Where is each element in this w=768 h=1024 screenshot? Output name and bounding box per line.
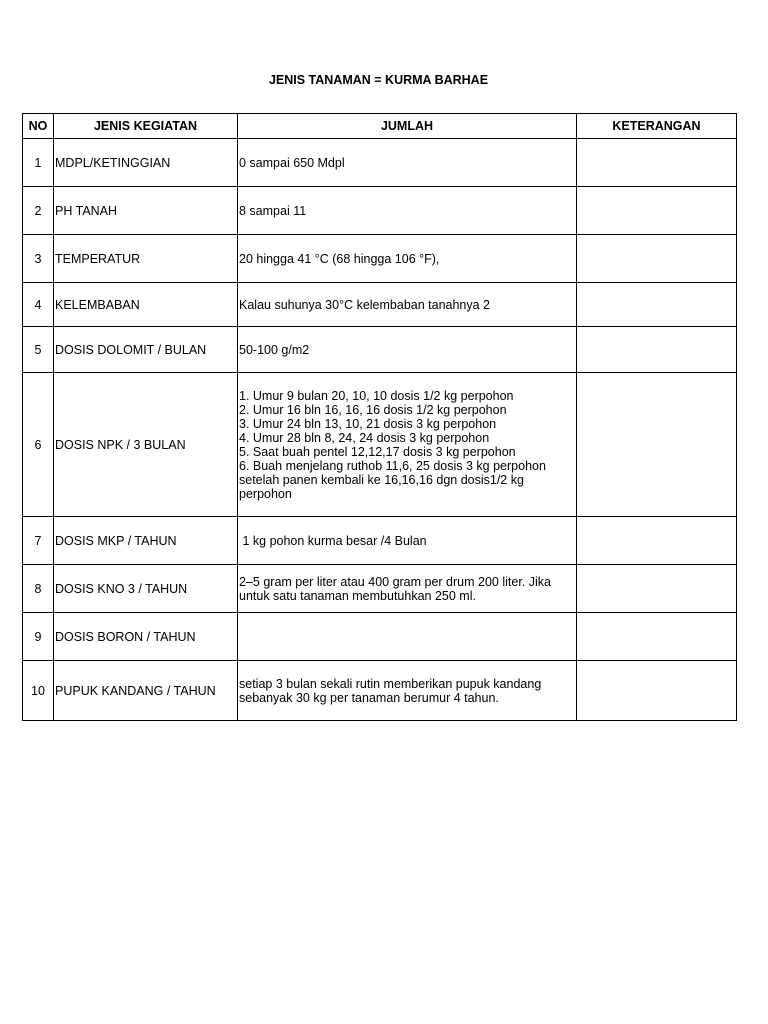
- amount-line: 1. Umur 9 bulan 20, 10, 10 dosis 1/2 kg perpohon: [239, 388, 514, 403]
- table-row: [23, 235, 737, 283]
- amount-line: 0 sampai 650 Mdpl: [239, 155, 345, 170]
- amount-line: 2–5 gram per liter atau 400 gram per drum 200 liter. Jika: [239, 574, 551, 589]
- amount-cell: [238, 327, 577, 373]
- table-row: [23, 373, 737, 517]
- row-number: 2: [23, 187, 54, 235]
- activity-cell: TEMPERATUR: [54, 235, 238, 283]
- activity-cell: KELEMBABAN: [54, 283, 238, 327]
- header-no: NO: [23, 114, 54, 139]
- activity-cell: PH TANAH: [54, 187, 238, 235]
- amount-line: 2. Umur 16 bln 16, 16, 16 dosis 1/2 kg perpohon: [239, 402, 507, 417]
- amount-cell: [238, 139, 577, 187]
- notes-cell: [577, 373, 737, 517]
- row-number: 6: [23, 373, 54, 517]
- amount-cell: [238, 283, 577, 327]
- activity-cell: DOSIS BORON / TAHUN: [54, 613, 238, 661]
- notes-cell: [577, 565, 737, 613]
- notes-cell: [577, 283, 737, 327]
- amount-line: 4. Umur 28 bln 8, 24, 24 dosis 3 kg perpohon: [239, 430, 490, 445]
- amount-line: 5. Saat buah pentel 12,12,17 dosis 3 kg perpohon: [239, 444, 516, 459]
- table-header-row: [23, 114, 737, 139]
- amount-line: 20 hingga 41 °C (68 hingga 106 °F),: [239, 251, 440, 266]
- header-activity: JENIS KEGIATAN: [54, 114, 238, 139]
- activity-cell: DOSIS DOLOMIT / BULAN: [54, 327, 238, 373]
- amount-line: 50-100 g/m2: [239, 342, 310, 357]
- amount-line: setiap 3 bulan sekali rutin memberikan pupuk kandang: [239, 676, 542, 691]
- table-row: [23, 139, 737, 187]
- row-number: 5: [23, 327, 54, 373]
- amount-line: setelah panen kembali ke 16,16,16 dgn dosis1/2 kg: [239, 472, 524, 487]
- header-notes: KETERANGAN: [577, 114, 737, 139]
- table-row: [23, 283, 737, 327]
- activity-cell: MDPL/KETINGGIAN: [54, 139, 238, 187]
- amount-line: 3. Umur 24 bln 13, 10, 21 dosis 3 kg perpohon: [239, 416, 497, 431]
- table-row: [23, 517, 737, 565]
- row-number: 7: [23, 517, 54, 565]
- notes-cell: [577, 187, 737, 235]
- activity-cell: PUPUK KANDANG / TAHUN: [54, 661, 238, 721]
- table-row: [23, 661, 737, 721]
- activity-cell: DOSIS MKP / TAHUN: [54, 517, 238, 565]
- amount-line: 8 sampai 11: [239, 203, 307, 218]
- amount-cell: [238, 235, 577, 283]
- amount-cell: [238, 613, 577, 661]
- notes-cell: [577, 327, 737, 373]
- amount-cell: [238, 661, 577, 721]
- row-number: 3: [23, 235, 54, 283]
- notes-cell: [577, 235, 737, 283]
- amount-line: untuk satu tanaman membutuhkan 250 ml.: [239, 588, 476, 603]
- amount-cell: [238, 187, 577, 235]
- table-row: [23, 327, 737, 373]
- row-number: 1: [23, 139, 54, 187]
- row-number: 9: [23, 613, 54, 661]
- row-number: 10: [23, 661, 54, 721]
- amount-line: 1 kg pohon kurma besar /4 Bulan: [239, 533, 427, 548]
- amount-cell: [238, 565, 577, 613]
- activity-cell: DOSIS KNO 3 / TAHUN: [54, 565, 238, 613]
- notes-cell: [577, 661, 737, 721]
- table-body: [23, 139, 737, 721]
- data-table: [22, 113, 737, 721]
- row-number: 4: [23, 283, 54, 327]
- activity-cell: DOSIS NPK / 3 BULAN: [54, 373, 238, 517]
- amount-line: sebanyak 30 kg per tanaman berumur 4 tahun.: [239, 690, 499, 705]
- table-row: [23, 187, 737, 235]
- amount-line: Kalau suhunya 30°C kelembaban tanahnya 2: [239, 297, 491, 312]
- row-number: 8: [23, 565, 54, 613]
- notes-cell: [577, 139, 737, 187]
- document-title: JENIS TANAMAN = KURMA BARHAE: [268, 73, 489, 87]
- amount-cell: [238, 517, 577, 565]
- amount-line: 6. Buah menjelang ruthob 11,6, 25 dosis 3 kg perpohon: [239, 458, 546, 473]
- amount-line: perpohon: [239, 486, 292, 501]
- notes-cell: [577, 517, 737, 565]
- amount-cell: [238, 373, 577, 517]
- table-row: [23, 565, 737, 613]
- header-amount: JUMLAH: [238, 114, 577, 139]
- table-row: [23, 613, 737, 661]
- notes-cell: [577, 613, 737, 661]
